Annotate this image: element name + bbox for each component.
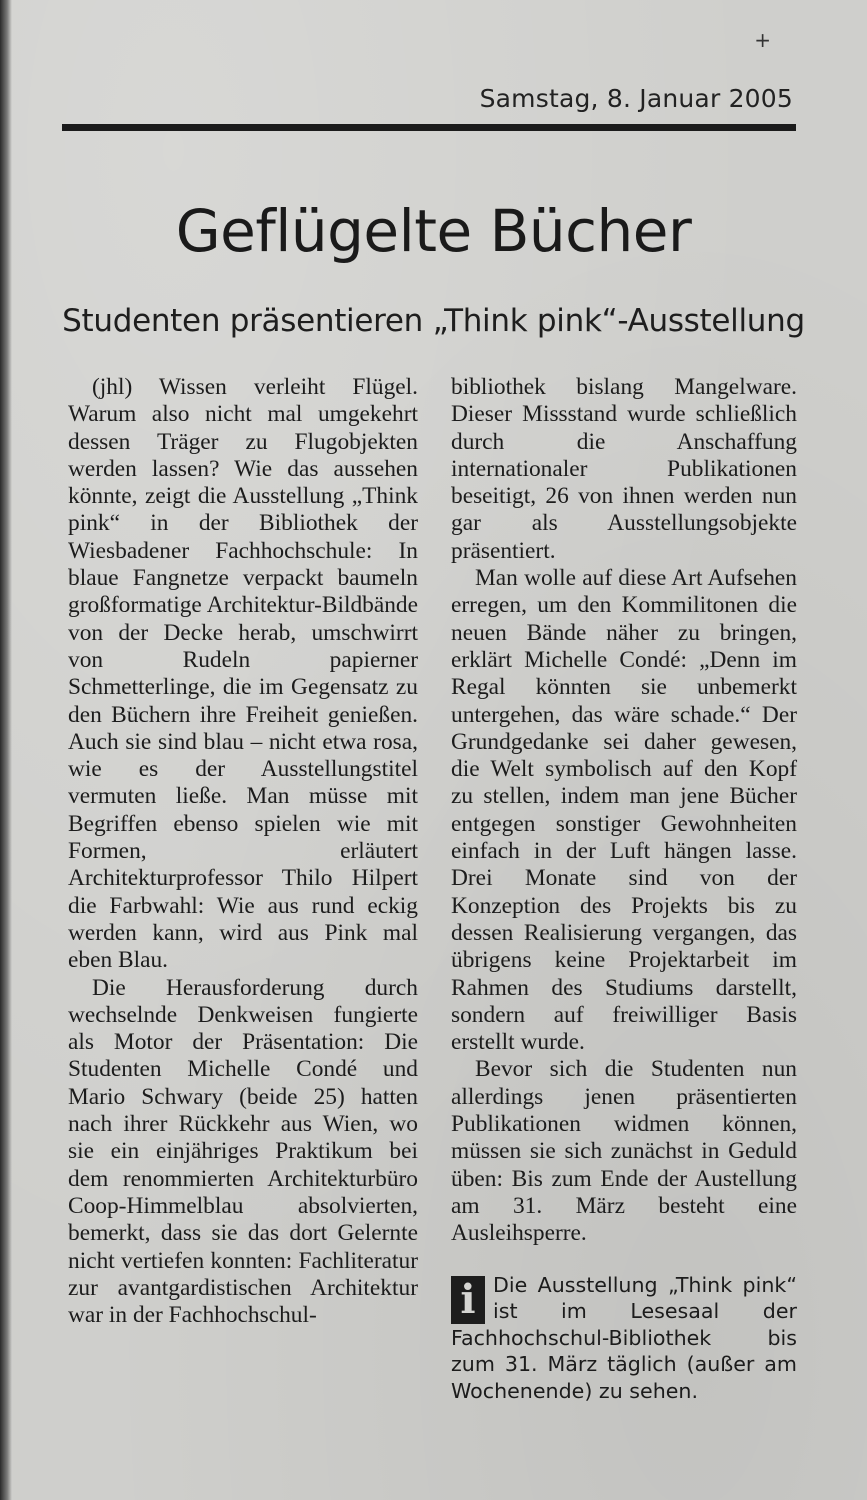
paragraph-continuation: bibliothek bislang Mangelware. Dieser Missstand wurde schließlich durch die Anschaffung internationaler Publikationen beseitigt, 26 von ihnen werden nun gar als Ausstellungsobjekte präsentiert. — [451, 374, 797, 564]
registration-mark: + — [754, 28, 771, 52]
article-column-right — [451, 374, 797, 1404]
article-subheadline: Studenten präsentieren „Think pink“-Ausstellung — [62, 303, 805, 339]
paragraph: (jhl) Wissen verleiht Flügel. Warum also nicht mal umgekehrt dessen Träger zu Flugobjekten werden lassen? Wie das aussehen könnte, zeigt die Ausstellung „Think pink“ in der Bibliothek der Wiesbadener Fachhochschule: In blaue Fangnetze verpackt baumeln großformatige Architektur-Bildbände von der Decke herab, umschwirrt von Rudeln papierner Schmetterlinge, die im Gegensatz zu den Büchern ihre Freiheit genießen. Auch sie sind blau – nicht etwa rosa, wie es der Ausstellungstitel vermuten ließe. Man müsse mit Begriffen ebenso spielen wie mit Formen, erläutert Architekturprofessor Thilo Hilpert die Farbwahl: Wie aus rund eckig werden kann, wird aus Pink mal eben Blau. — [68, 374, 418, 974]
header-rule — [62, 124, 796, 131]
info-icon: i — [451, 1276, 485, 1324]
article-headline: Geflügelte Bücher — [175, 197, 692, 265]
paragraph: Man wolle auf diese Art Aufsehen erregen, um den Kommilitonen die neuen Bände näher zu bringen, erklärt Michelle Condé: „Denn im Regal könnten sie unbemerkt untergehen, das wäre schade.“ Der Grundgedanke sei daher gewesen, die Welt symbolisch auf den Kopf zu stellen, indem man jene Bücher entgegen sonstiger Gewohnheiten einfach in der Luft hängen lasse. Drei Monate sind von der Konzeption des Projekts bis zu dessen Realisierung vergangen, das übrigens keine Projektarbeit im Rahmen des Studiums darstellt, sondern auf freiwilliger Basis erstellt wurde. — [451, 565, 797, 1056]
article-column-left — [68, 374, 418, 1329]
info-box — [451, 1272, 797, 1405]
info-box-text: Die Ausstellung „Think pink“ ist im Lesesaal der Fachhochschul-Bibliothek bis zum 31. März täglich (außer am Wochenende) zu sehen. — [451, 1272, 797, 1403]
paragraph: Bevor sich die Studenten nun allerdings jenen präsentierten Publikationen widmen können, müssen sie sich zunächst in Geduld üben: Bis zum Ende der Austellung am 31. März besteht eine Ausleihsperre. — [451, 1056, 797, 1247]
issue-date: Samstag, 8. Januar 2005 — [479, 84, 793, 113]
paragraph: Die Herausforderung durch wechselnde Denkweisen fungierte als Motor der Präsentation: Die Studenten Michelle Condé und Mario Schwary (beide 25) hatten nach ihrer Rückkehr aus Wien, wo sie ein einjähriges Praktikum bei dem renommierten Architekturbüro Coop-Himmelblau absolvierten, bemerkt, dass sie das dort Gelernte nicht vertiefen konnten: Fachliteratur zur avantgardistischen Architektur war in der Fachhochschul- — [68, 974, 418, 1329]
